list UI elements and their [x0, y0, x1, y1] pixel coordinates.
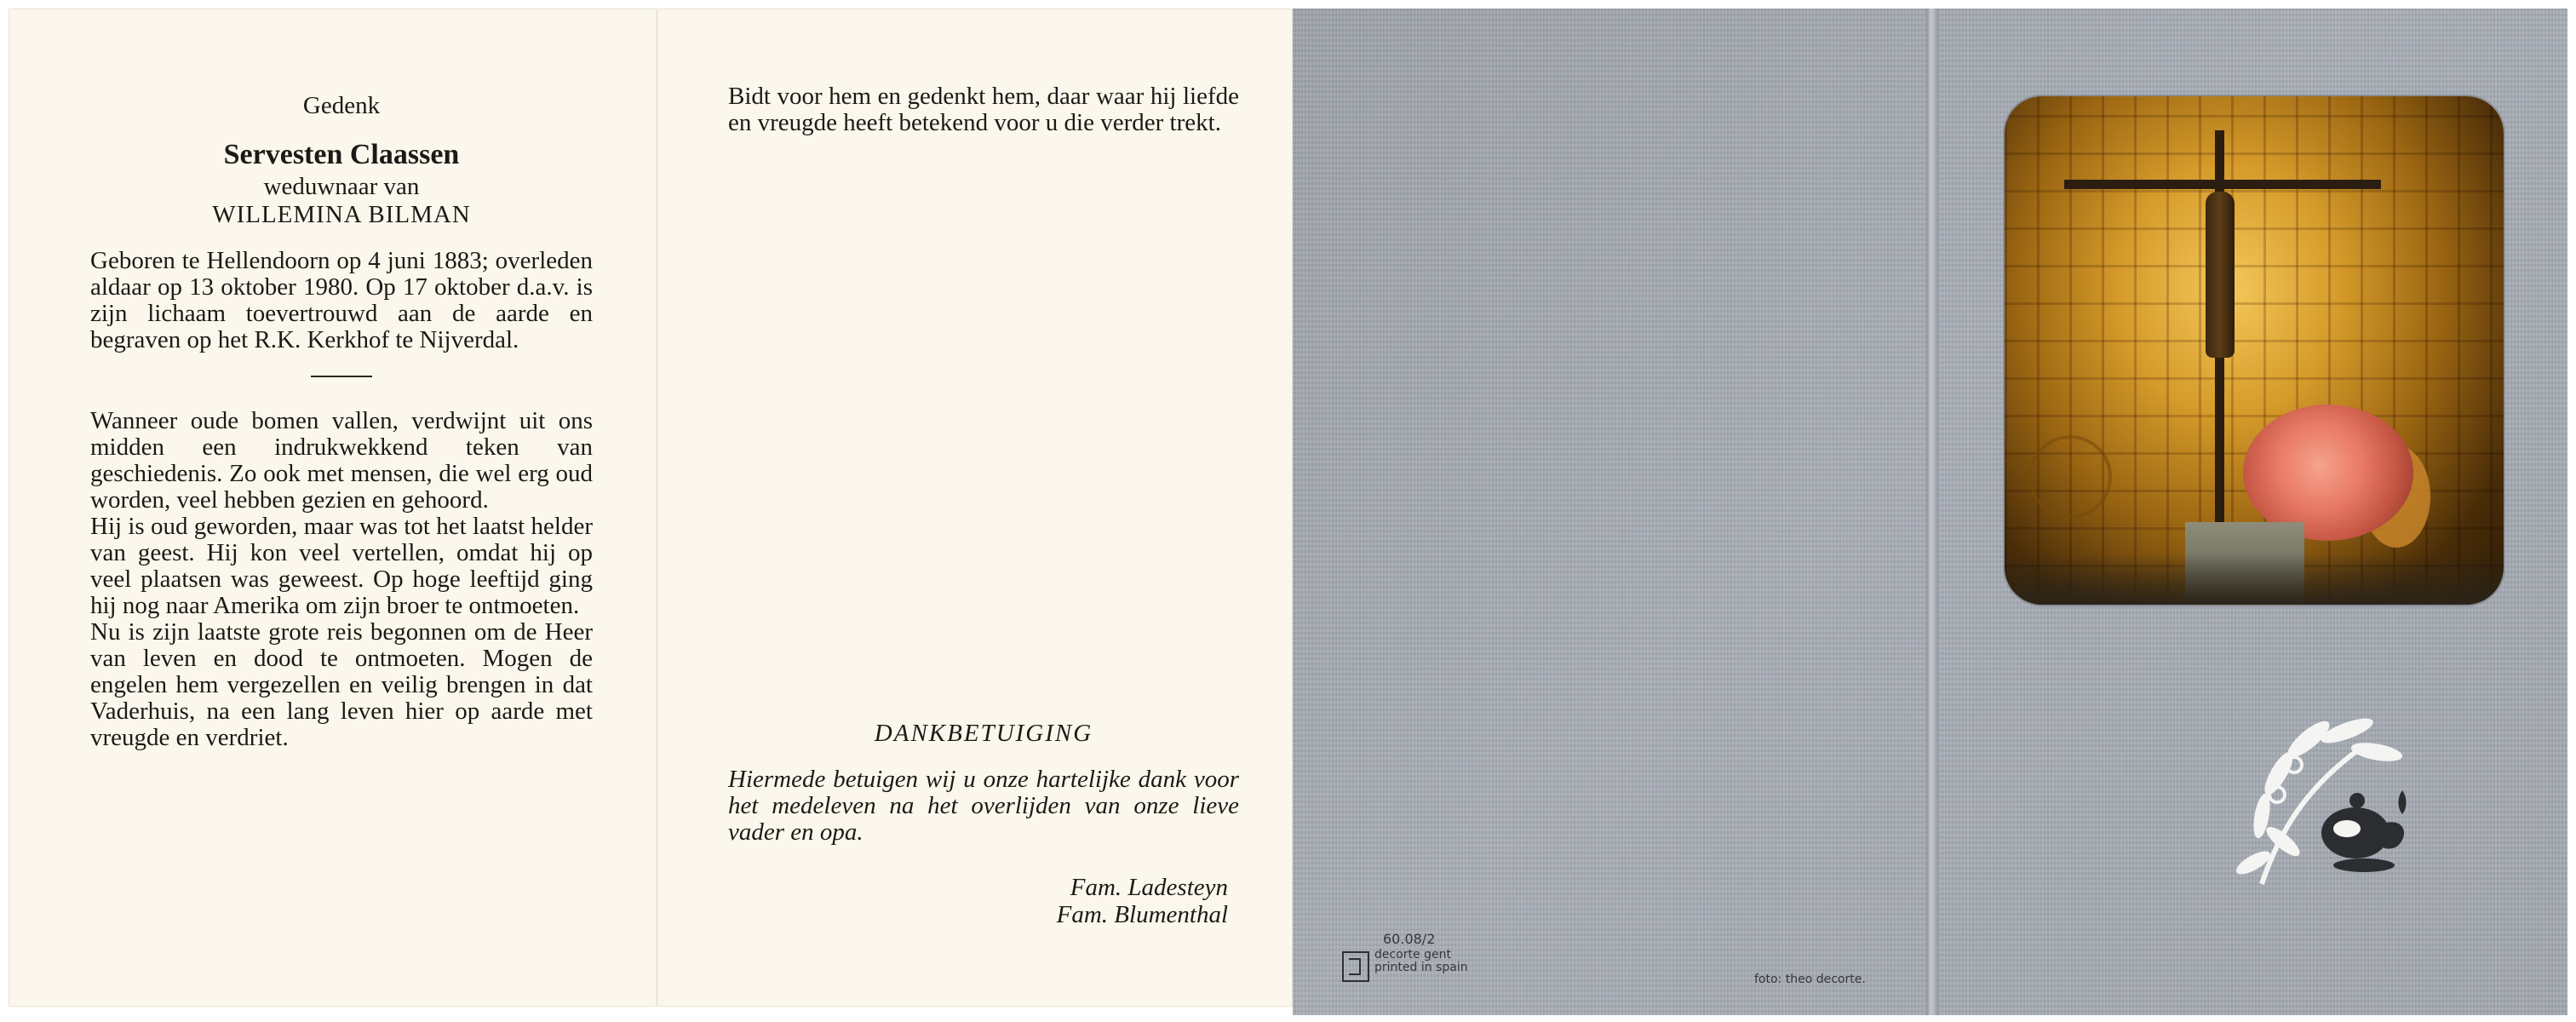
- heading-gedenk: Gedenk: [302, 92, 381, 119]
- prayer-text: Bidt voor hem en gedenkt hem, daar waar hij liefde en vreugde heeft betekend voor u die verder trekt.: [728, 83, 1239, 136]
- separator-line: [311, 376, 372, 377]
- printer-name: decorte gent: [1374, 948, 1451, 962]
- photo-credit: foto: theo decorte.: [1754, 973, 1866, 986]
- inner-fold-line: [656, 9, 658, 1007]
- printer-logo-icon: [1342, 951, 1369, 982]
- printer-imprint: [1342, 933, 1468, 974]
- outer-fold-line: [1926, 9, 1938, 1015]
- signature-blumenthal: Fam. Blumenthal: [1056, 901, 1228, 928]
- thanks-title: DANKBETUIGING: [874, 720, 1093, 747]
- sun-relief: [2028, 435, 2112, 519]
- memorial-paragraph-2: Hij is oud geworden, maar was tot het laatst helder van geest. Hij kon veel vertellen, omdat hij op veel plaatsen was geweest. Op hoge leeftijd ging hij nog naar Amerika om zijn broer te ontmoeten.: [90, 513, 593, 619]
- inner-left-page: [90, 83, 593, 751]
- memorial-paragraph-3: Nu is zijn laatste grote reis begonnen om de Heer van leven en dood te ontmoeten. Mogen de engelen hem vergezellen en veilig brengen in dat Vaderhuis, na een lang leven hier op aarde met vreugde en verdriet.: [90, 618, 593, 751]
- corpus-figure: [2206, 192, 2235, 358]
- printer-country: printed in spain: [1374, 961, 1468, 974]
- deceased-name: Servesten Claassen: [223, 139, 460, 170]
- spouse-name: WILLEMINA BILMAN: [212, 201, 471, 228]
- printer-code: 60.08/2: [1383, 931, 1436, 947]
- lamp-with-olive-branch-icon: [2228, 705, 2424, 901]
- outer-card: [1293, 9, 2567, 1015]
- inner-right-page: [728, 83, 1239, 928]
- relation-text: weduwnaar van: [263, 173, 420, 200]
- inner-spread: [9, 9, 1293, 1007]
- thanks-text: Hiermede betuigen wij u onze hartelijke dank voor het medeleven na het overlijden van onze lieve vader en opa.: [728, 766, 1239, 846]
- cross-beam-horizontal: [2064, 180, 2381, 189]
- signature-ladesteyn: Fam. Ladesteyn: [1070, 874, 1228, 901]
- birth-death-paragraph: Geboren te Hellendoorn op 4 juni 1883; overleden aldaar op 13 oktober 1980. Op 17 oktober d.a.v. is zijn lichaam toevertrouwd aan de aarde en begraven op het R.K. Kerkhof te Nijverdal.: [90, 247, 593, 353]
- rose-flower: [2243, 405, 2413, 541]
- photo-shadow: [2005, 554, 2504, 605]
- crucifix-rose-photo: [2005, 96, 2504, 605]
- memorial-paragraph-1: Wanneer oude bomen vallen, verdwijnt uit ons midden een indrukwekkend teken van geschiedenis. Zo ook met mensen, die wel erg oud worden, veel hebben gezien en gehoord.: [90, 407, 593, 514]
